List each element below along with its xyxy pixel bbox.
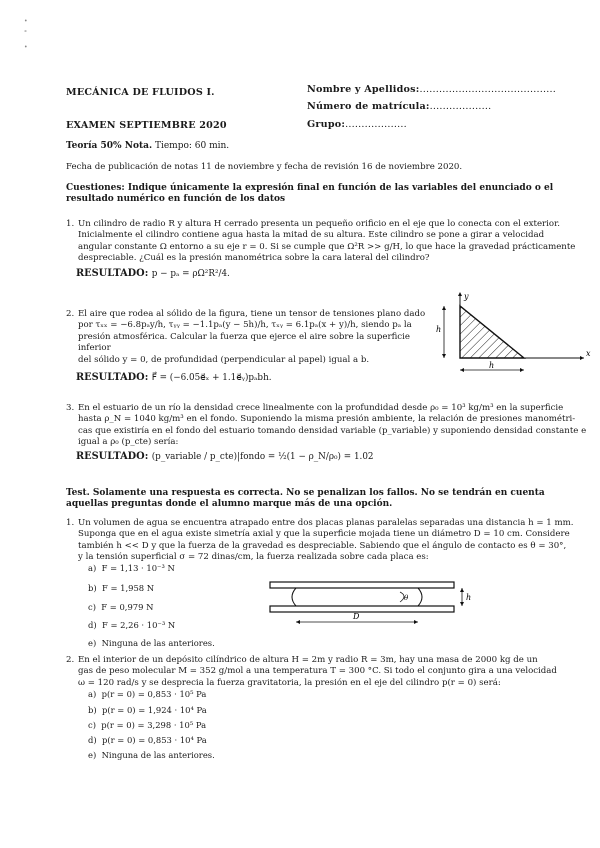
margin-mark: • [24,44,28,51]
theory-time: Tiempo: 60 min. [154,141,230,151]
result-3 [76,451,374,462]
option-text: Ninguna de las anteriores. [101,638,215,648]
option-letter: c) [88,720,96,730]
lower-plate [270,606,454,612]
question-line: El aire que rodea al sólido de la figura, tiene un tensor de tensiones plano dado [78,309,426,319]
group-label: Grupo: [307,119,346,130]
theta-label: θ [404,594,409,602]
option-letter: b) [88,583,97,593]
result-value: F⃗ = (−6.05e⃗ₓ + 1.1e⃗ᵧ)pₐbh. [151,373,272,383]
answer-option-c[interactable] [88,720,206,730]
x-axis-label: x [586,349,591,358]
diameter-arrow-right [414,620,418,624]
answer-option-b[interactable] [88,583,154,593]
cuestiones-instructions-line: Cuestiones: Indique únicamente la expresión final en función de las variables del enunciado o el [66,183,554,193]
base-label: h [489,361,495,370]
question-line: por τₓₓ = −6.8pₐy/h, τᵧᵧ = −1.1pₐ(y − 5h)/h, τₓᵧ = 6.1pₐ(x + y)/h, siendo pₐ la [78,320,412,331]
question-line: hasta ρ_N = 1040 kg/m³ en el fondo. Suponiendo la misma presión ambiente, la relación de presiones manométri- [78,414,576,425]
height-arrow-bottom [442,354,446,358]
enrollment-label: Número de matrícula: [307,101,430,112]
option-letter: d) [88,735,97,745]
diameter-arrow-left [296,620,300,624]
option-text: F = 1,13 · 10⁻³ N [101,563,175,573]
question-line: En el interior de un depósito cilíndrico de altura H = 2m y radio R = 3m, hay una masa de 2000 kg de un [78,655,538,665]
question-line: cas que existiría en el fondo del estuario tomando densidad variable (p_variable) y suponiendo densidad constante e [78,425,587,436]
question-line: En el estuario de un río la densidad crece linealmente con la profundidad desde ρ₀ = 10³ kg/m³ en la superficie [78,403,564,413]
answer-option-e[interactable] [88,750,215,760]
group-field[interactable] [307,119,407,130]
option-text: Ninguna de las anteriores. [101,750,215,760]
answer-option-c[interactable] [88,602,153,612]
test-instructions [66,488,545,511]
y-axis-arrow [458,292,462,296]
answer-option-a[interactable] [88,689,206,699]
theory-weight: Teoría 50% Nota. [66,141,153,151]
question-number: 2. [66,655,75,665]
question-number: 2. [66,309,75,319]
upper-plate [270,582,454,588]
answer-option-a[interactable] [88,563,175,573]
result-2 [76,372,272,383]
margin-mark: ° [24,30,27,37]
answer-option-b[interactable] [88,705,207,715]
option-letter: e) [88,638,97,648]
enrollment-field[interactable] [307,101,491,112]
theory-line [66,141,229,152]
test-instructions-line: Test. Solamente una respuesta es correcta. No se penalizan los fallos. No se tendrán en cuenta [66,488,545,498]
y-axis-label: y [464,292,469,301]
result-1 [76,268,230,279]
test-question-2-text [78,655,598,689]
question-line: del sólido y = 0, de profundidad (perpendicular al papel) igual a b. [78,354,370,365]
question-line: angular constante Ω entorno a su eje r = 0. Si se cumple que Ω²R >> g/H, lo que hace la gravedad prácticamente [78,241,576,252]
question-number: 1. [66,219,75,229]
question-number: 1. [66,518,75,528]
test-question-1-text [78,518,598,564]
result-value: (p_variable / p_cte)|fondo = ½(1 − ρ_N/ρ₀) = 1.02 [151,452,374,462]
option-letter: e) [88,750,97,760]
option-letter: a) [88,563,97,573]
question-line: Inicialmente el cilindro contiene agua hasta la mitad de su altura. Este cilindro se pone a girar a velocidad [78,230,545,241]
group-dots: ................... [345,119,407,130]
base-arrow-right [520,368,524,372]
margin-mark: • [24,18,28,25]
name-field[interactable] [307,84,556,95]
x-axis-arrow [580,356,584,360]
height-arrow-top [442,306,446,310]
question-2-text [78,309,433,366]
question-line: igual a ρ₀ (p_cte) sería: [78,437,179,448]
answer-option-d[interactable] [88,735,207,745]
question-line: presión atmosférica. Calcular la fuerza que ejerce el aire sobre la superficie inferior [78,331,410,354]
name-dots: .......................................... [419,84,556,95]
test-instructions-line: aquellas preguntas donde el alumno marque más de una opción. [66,499,393,510]
question-3-text [78,403,598,449]
solid-triangle [460,306,524,358]
option-letter: d) [88,620,97,630]
question-line: y la tensión superficial σ = 72 dinas/cm, la fuerza realizada sobre cada placa es: [78,552,429,563]
question-1-text [78,219,598,265]
course-title: MECÁNICA DE FLUIDOS I. [66,87,215,98]
result-label: RESULTADO: [76,268,149,279]
enrollment-dots: ................... [429,101,492,112]
question-number: 3. [66,403,75,413]
option-letter: b) [88,705,97,715]
question-line: Un volumen de agua se encuentra atrapado entre dos placas planas paralelas separadas una distancia h = 1 mm. [78,518,574,528]
cuestiones-instructions [66,183,553,206]
triangle-figure [436,290,596,378]
question-line: Un cilindro de radio R y altura H cerrado presenta un pequeño orificio en el eje que lo conecta con el exterior. [78,219,560,229]
question-line: Suponga que en el agua existe simetría axial y que la superficie mojada tiene un diámetro D = 10 cm. Considere [78,529,570,540]
right-meniscus [418,588,422,606]
height-label: h [436,325,442,334]
h-label: h [466,593,472,602]
option-letter: c) [88,602,96,612]
option-text: F = 2,26 · 10⁻³ N [101,620,176,630]
question-line: despreciable. ¿Cuál es la presión manométrica sobre la cara lateral del cilindro? [78,253,430,264]
cuestiones-instructions-line: resultado numérico en función de los datos [66,194,286,205]
option-letter: a) [88,689,97,699]
question-line: ω = 120 rad/s y se desprecia la fuerza gravitatoria, la presión en el eje del cilindro p(r = 0) será: [78,677,501,688]
result-label: RESULTADO: [76,372,149,383]
name-label: Nombre y Apellidos: [307,84,420,95]
answer-option-d[interactable] [88,620,175,630]
option-text: F = 0,979 N [101,602,154,612]
d-label: D [353,612,360,621]
exam-title: EXAMEN SEPTIEMBRE 2020 [66,120,227,131]
gap-arrow-top [460,588,464,592]
plates-figure [266,578,476,628]
publication-dates: Fecha de publicación de notas 11 de noviembre y fecha de revisión 16 de noviembre 2020. [66,162,463,172]
result-label: RESULTADO: [76,451,149,462]
answer-option-e[interactable] [88,638,215,648]
question-line: también h << D y que la fuerza de la gravedad es despreciable. Sabiendo que el ángulo de contacto es θ = 30°, [78,540,567,551]
option-text: p(r = 0) = 1,924 · 10⁴ Pa [101,705,207,715]
left-meniscus [292,588,296,606]
option-text: F = 1,958 N [101,583,155,593]
question-line: gas de peso molecular M = 352 g/mol a una temperatura T = 300 °C. Si todo el conjunto gira a una velocidad [78,666,557,677]
option-text: p(r = 0) = 0,853 · 10⁵ Pa [101,689,207,699]
gap-arrow-bottom [460,602,464,606]
result-value: p − pₐ = ρΩ²R²/4. [151,269,230,279]
base-arrow-left [460,368,464,372]
option-text: p(r = 0) = 0,853 · 10⁴ Pa [101,735,207,745]
option-text: p(r = 0) = 3,298 · 10⁵ Pa [101,720,207,730]
